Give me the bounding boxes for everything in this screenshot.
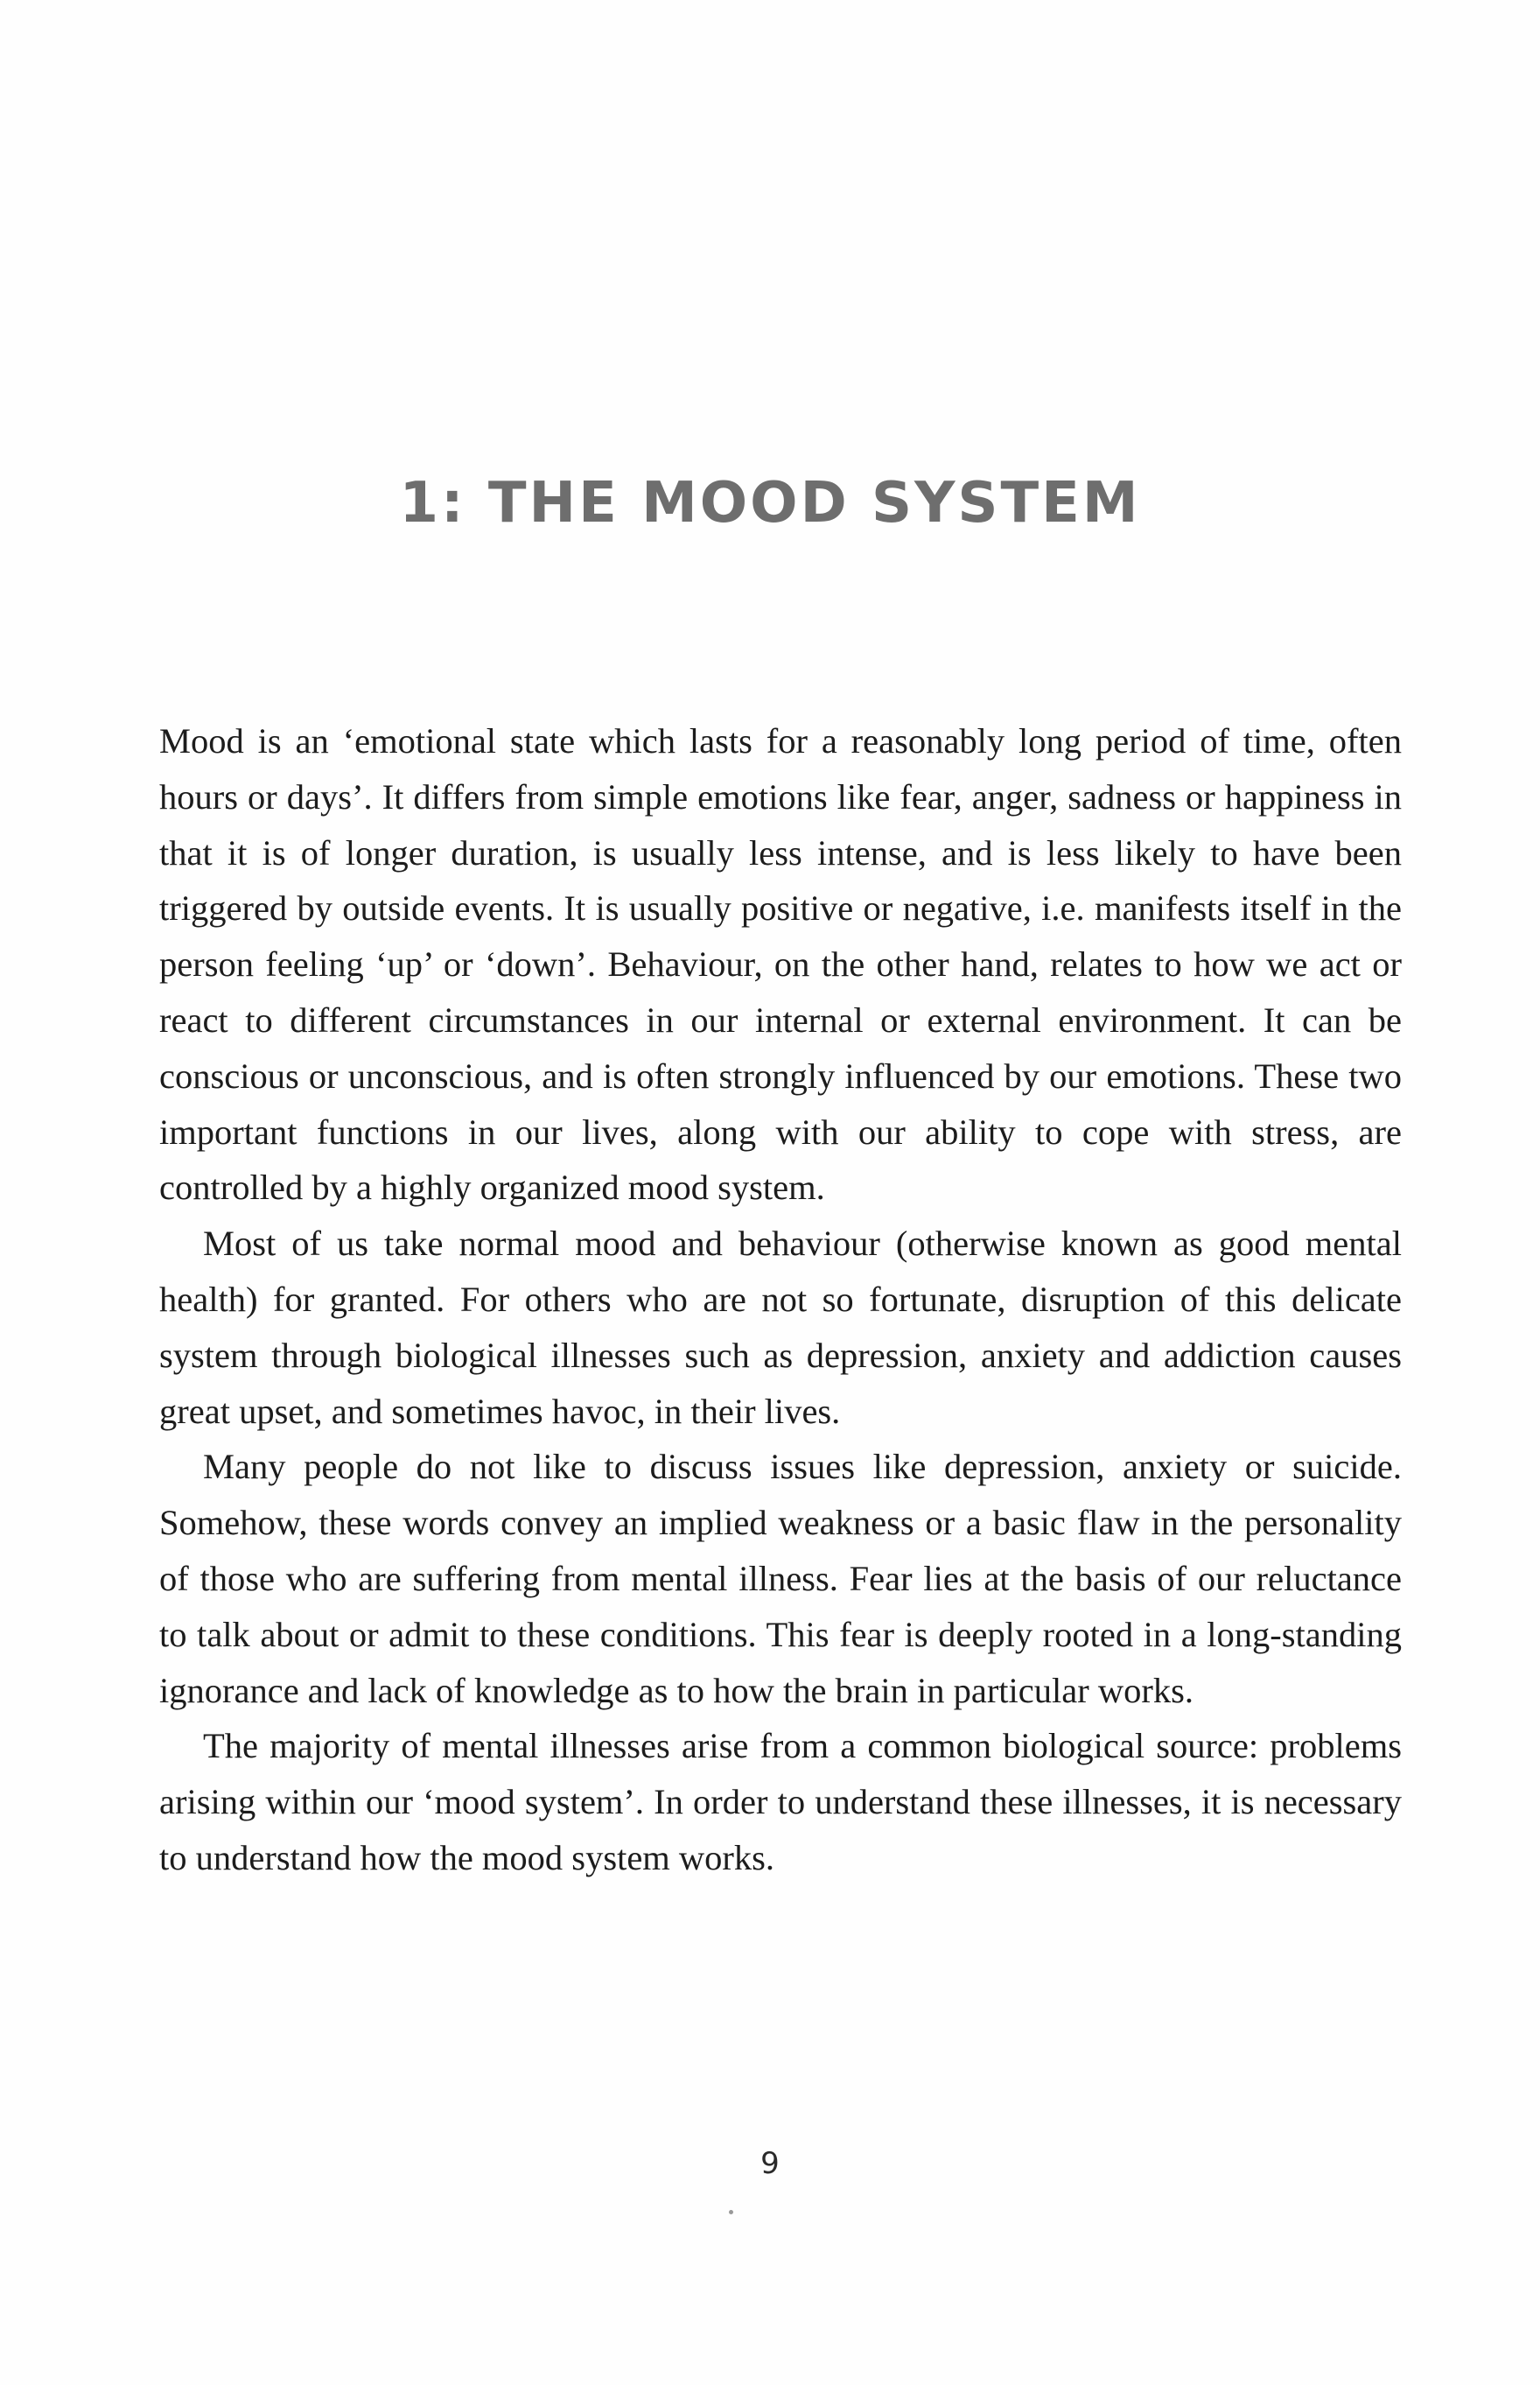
chapter-title: 1: THE MOOD SYSTEM [399,471,1141,536]
print-speck [729,2210,733,2214]
paragraph-3: Many people do not like to discuss issues like depression, anxiety or suicide. Somehow, these words convey an implied weakness or a basic flaw in the personality of those who are suffering from mental illness. Fear lies at the basis of our reluctance to talk about or admit to these conditions. This fear is deeply rooted in a long-standing ignorance and lack of knowledge as to how the brain in particular works. [159,1447,1402,1710]
paragraph-2: Most of us take normal mood and behaviour (otherwise known as good mental health) for granted. For others who are not so fortunate, disruption of this delicate system through biological illnesses such as depression, anxiety and addiction causes great upset, and sometimes havoc, in their lives. [159,1224,1402,1431]
page-number: 9 [760,2146,780,2181]
paragraph-1: Mood is an ‘emotional state which lasts for a reasonably long period of time, often hours or days’. It differs from simple emotions like fear, anger, sadness or happiness in that it is of longer duration, is usually less intense, and is less likely to have been triggered by outside events. It is usually positive or negative, i.e. manifests itself in the person feeling ‘up’ or ‘down’. Behaviour, on the other hand, relates to how we act or react to different circumstances in our internal or external environment. It can be conscious or unconscious, and is often strongly influenced by our emotions. These two important functions in our lives, along with our ability to cope with stress, are controlled by a highly organized mood system. [159,721,1402,1208]
chapter-body [159,713,1402,1886]
paragraph-4: The majority of mental illnesses arise from a common biological source: problems arising within our ‘mood system’. In order to understand these illnesses, it is necessary to understand how the mood system works. [159,1726,1402,1877]
